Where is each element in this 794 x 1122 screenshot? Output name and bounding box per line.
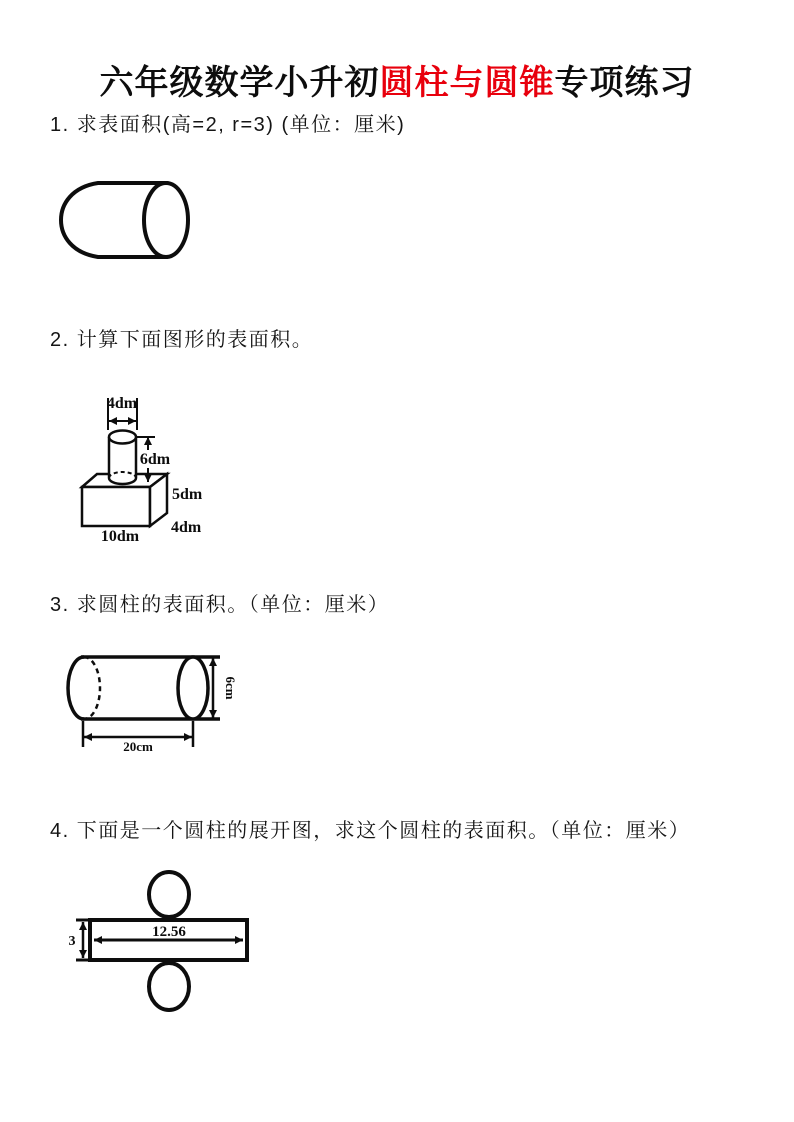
dim-label-length: 20cm	[123, 739, 153, 754]
cylinder-front-face	[144, 183, 188, 257]
problem-3-text: 3. 求圆柱的表面积。（单位：厘米）	[50, 594, 390, 616]
cylinder-left-silhouette	[68, 657, 84, 719]
dim-label-rect-height: 3	[68, 934, 76, 949]
title-prefix: 六年级数学小升初	[99, 64, 380, 102]
dim-label-rect-width: 12.56	[152, 924, 186, 940]
dim-label-box-height: 5dm	[172, 486, 203, 503]
dim-label-box-depth: 4dm	[171, 519, 202, 536]
title-suffix: 专项练习	[554, 64, 695, 102]
dim-label-box-width: 10dm	[100, 528, 140, 544]
figure-4-cylinder-net	[65, 866, 255, 1012]
figure-2-cylinder-on-box	[75, 392, 215, 544]
dim-label-cylinder-diameter: 4dm	[106, 395, 138, 412]
page-title	[0, 55, 794, 104]
cylinder-top-ellipse	[109, 431, 136, 444]
dim-label-cylinder-height: 6dm	[139, 451, 171, 468]
cylinder-left-hidden-edge	[84, 657, 100, 719]
net-bottom-circle	[149, 963, 189, 1010]
cylinder-right-face	[178, 657, 208, 719]
problem-4-text: 4. 下面是一个圆柱的展开图，求这个圆柱的表面积。（单位：厘米）	[50, 820, 691, 842]
box-front-face	[82, 487, 150, 526]
title-highlight: 圆柱与圆锥	[379, 64, 555, 102]
figure-1-cylinder	[58, 178, 193, 263]
figure-3-cylinder	[60, 644, 238, 756]
problem-1-text: 1. 求表面积(高=2, r=3) (单位：厘米)	[50, 114, 406, 136]
dim-label-diameter: 6cm	[223, 676, 238, 700]
net-top-circle	[149, 872, 189, 917]
problem-2-text: 2. 计算下面图形的表面积。	[50, 329, 314, 351]
